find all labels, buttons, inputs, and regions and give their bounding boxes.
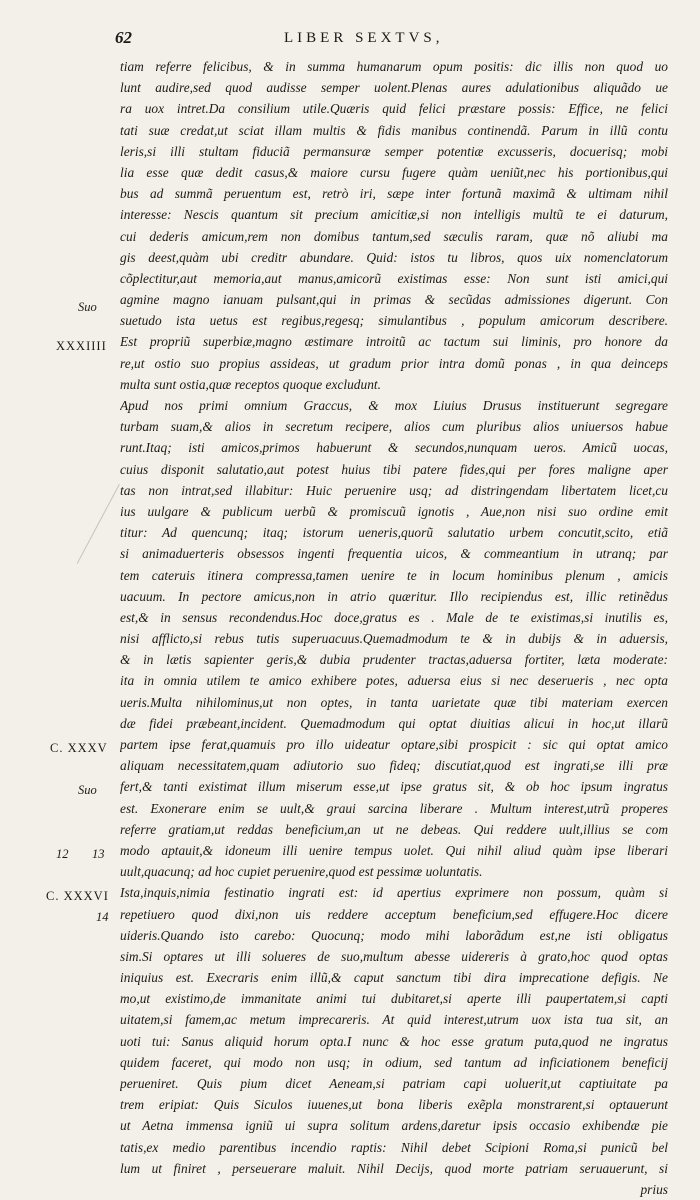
text-line: lunt audire,sed quod audisse semper uolent.Plenas aures adulationibus aliquãdo ue (120, 80, 668, 96)
text-line: leris,si illi stultam fiduciã permansuræ semper potentiæ excusseris, docuerisq; mobi (120, 143, 668, 159)
text-line: lum ut finiret , perseuerare maluit. Nihil Decijs, quod morte patriam seruauerunt, si (120, 1160, 668, 1176)
text-line: Est propriũ superbiæ,magno æstimare introitũ ac tactum sui liminis, pro honore da (120, 334, 668, 350)
text-line: est. Exonerare enim se uult,& graui sarcina liberare . Multum interest,utrũ properes (120, 800, 668, 816)
text-line: titur: Ad quencunq; itaq; istorum ueneris,quorũ salutatio urbem concutit,scito, etiã (120, 525, 668, 541)
margin-number: 14 (96, 910, 109, 924)
text-line: ita in omnia utilem te amico exhibere potes, aduersa eius si nec deserueris , nec opta (120, 673, 668, 689)
folio-number: 62 (115, 28, 132, 47)
text-line: iniquius est. Execraris enim illũ,& caput sanctum tibi dira imprecatione defigis. Ne (120, 970, 668, 986)
text-line: tati suæ credat,ut sciat illam multis & fidis manibus continendã. Parum in illũ contu (120, 122, 668, 138)
text-line: runt.Itaq; isti amicos,primos habuerunt & secundos,nunquam ueros. Amicũ uocas, (120, 440, 668, 456)
text-line: si animaduerteris obsessos ingenti frequentia uicos, & commeantium in utranq; par (120, 546, 668, 562)
running-title: LIBER SEXTVS, (284, 30, 444, 46)
text-line: & in lætis sapienter geris,& dubia prudenter tractas,aduersa fortiter, læta moderate: (120, 652, 668, 668)
text-line: cui dederis amicum,rem non domibus tantum,sed sæculis raram, quæ nõ aliubi ma (120, 228, 668, 244)
chapter-marker: C. XXXV (50, 741, 108, 755)
page-header (0, 28, 700, 52)
catchword: prius (640, 1181, 668, 1197)
text-line: partem ipse ferat,quamuis pro illo uideatur optare,sibi prospicit : sic qui optat amico (120, 737, 668, 752)
text-line: ius uulgare & publicum uerbũ & promiscuũ ignotis , Aue,non nisi suo ordine emit (120, 503, 668, 519)
text-line: interesse: Nescis quantum sit precium amicitiæ,si non intelligis multũ te ei daturum, (120, 207, 668, 223)
text-line: nisi afflicto,si rebus tutis superuacuus.Quemadmodum te & in dubijs & in aduersis, (120, 631, 668, 647)
text-line: ut Aetna immensa igniũ ui supra solitum ardens,daretur ipsis occasio exhibendæ pie (120, 1118, 668, 1134)
text-line: est,& in sensus recondendus.Hoc doce,gratus es . Male de te existimas,si inutilis es, (120, 609, 668, 625)
text-line: re,ut ostio suo propius assideas, ut gradum prior intra domũ ponas , in qua deinceps (120, 355, 668, 371)
chapter-marker: XXXIIII (56, 339, 107, 353)
text-line: modo aptauit,& idoneum illi uenire tempus uolet. Qui nihil aliud quàm ipse liberari (120, 842, 668, 858)
text-line: uult,quacunq; ad hoc cupiet peruenire,quod est pessimæ uoluntatis. (120, 864, 483, 880)
text-line: agmine magno ianuam pulsant,qui in primas & secũdas admissiones digerunt. Con (120, 292, 668, 308)
text-line: tas non intrat,sed illabitur: Huic peruenire usq; ad distringendam libertatem licet,cu (120, 482, 668, 498)
text-line: uideris.Quando isto carebo: Quocunq; modo mihi laborãdum est,ne isti obligatus (120, 927, 668, 943)
text-line: uoti tui: Sanus aliquid horum opta.I nunc & hoc esse gratum puta,quod ne ingratus (120, 1033, 668, 1049)
text-line: sim.Si optares ut illi solueres de suo,multum abesse uidereris à grato,hoc quod optas (120, 948, 668, 964)
text-line: cuius disponit salutatio,aut potest huius tibi patere fides,qui per fores maligne aper (120, 461, 668, 477)
text-line: tatis,ex medio parentibus incendio raptis: Nihil debet Scipioni Roma,si punicũ bel (120, 1139, 668, 1155)
text-line: uitatem,si famem,ac metum imprecareris. At quid interest,utrum uox ista tua sit, an (120, 1012, 668, 1028)
text-line: mo,ut existimo,de immanitate animi tui dubitaret,si aperte illi paupertatem,si capti (120, 991, 668, 1007)
text-line: aliquam necessitatem,quam adiutorio suo fideq; discutiat,quod est ingrati,se illi præ (120, 758, 668, 774)
text-line: suetudo ista uetus est regibus,regesq; simulantibus , populum amicorum describere. (120, 313, 668, 329)
text-line: lia esse quæ dedit casus,& maiore cursu fugere quàm ueniũt,nec his portionibus,qui (120, 164, 668, 180)
body-text (120, 56, 668, 1200)
text-line: tiam referre felicibus, & in summa humanarum opum positis: dic illis non quod uo (120, 59, 668, 74)
margin-note-suo: Suo (78, 783, 97, 797)
text-line: turbam suam,& alios in secretum recipere, alios cum pluribus alios uniuersos habue (120, 419, 668, 435)
text-line: ueris.Multa nihilominus,ut non optes, in tanta uarietate quæ tibi materiam exercen (120, 694, 668, 710)
text-line: repetiuero quod dixi,non uis reddere acceptum beneficium,sed effugere.Hoc dicere (120, 906, 668, 922)
text-line: tem cateruis itinera compressa,tamen uenire te in locum hominibus plenum , amicis (120, 567, 668, 583)
text-line: Ista,inquis,nimia festinatio ingrati est: id apertius exprimere non possum, quàm si (120, 885, 668, 901)
text-line: fert,& tanti existimat illum miserum esse,ut ipse gratus sit, & ob hoc ipsum ingratus (120, 779, 668, 795)
text-line: uacuum. In pectore amicus,non in atrio quæritur. Illo recipiendus est, illic retinẽdus (120, 588, 668, 604)
margin-note-suo: Suo (78, 300, 97, 314)
text-line: bus ad summã peruentum est, retrò iri, sæpe inter fortunã maximã & ultimam nihil (120, 186, 668, 202)
text-line: dæ fidei præbeant,incident. Quemadmodum qui optat diuitias alicui in hoc,ut illarũ (120, 715, 668, 731)
margin-number: 12 (56, 847, 69, 861)
text-line: quidem faceret, qui modo non usq; in odium, sed tantum ad inficiationem beneficij (120, 1054, 668, 1070)
text-line: Apud nos primi omnium Graccus, & mox Liuius Drusus instituerunt segregare (120, 398, 668, 413)
text-line: ra uox intret.Da consilium utile.Quæris quid felici præstare possis: Effice, ne felici (120, 101, 668, 117)
margin-number: 13 (92, 847, 105, 861)
text-line: cõplectitur,aut memoria,aut manus,amicorũ existimas esse: Non sunt isti amici,qui (120, 270, 668, 286)
text-line: gis deest,quàm ubi creditr abundare. Quid: istos tu libros, quos uix nomenclatorum (120, 249, 668, 265)
chapter-marker: C. XXXVI (46, 889, 109, 903)
text-line: perueniret. Quis pium dicet Aeneam,si patriam capi uoluerit,ut captiuitate pa (120, 1076, 668, 1091)
text-line: referre gratiam,ut reddas beneficium,an ut ne debeas. Qui reddere uult,illius se com (120, 821, 668, 837)
text-line: trem eripiat: Quis Siculos iuuenes,ut bona liberis exẽpla monstrarent,si optauerunt (120, 1097, 668, 1113)
text-line: multa sunt ostia,quæ receptos quoque excludunt. (120, 376, 381, 392)
